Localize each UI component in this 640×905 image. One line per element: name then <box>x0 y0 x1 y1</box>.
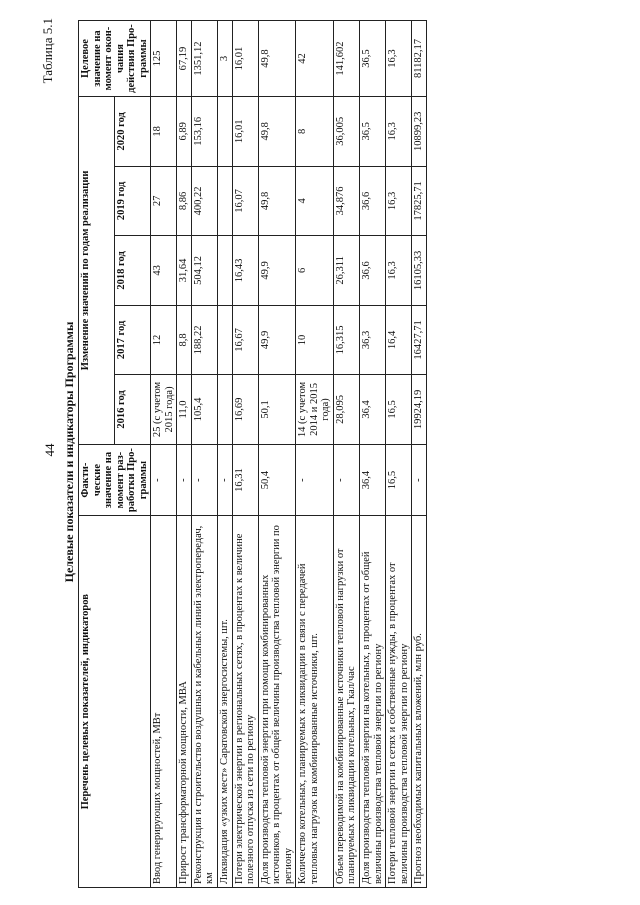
table-row <box>258 21 296 888</box>
cell-actual: 16,31 <box>232 444 258 516</box>
cell-2018: 16105,33 <box>412 236 427 306</box>
cell-2016: 16,5 <box>386 375 412 445</box>
cell-2018: 26,311 <box>333 236 359 306</box>
cell-2019: 34,876 <box>333 166 359 236</box>
header-group: Изменение значений по годам реализации <box>79 97 115 445</box>
table-row <box>151 21 177 888</box>
cell-2020 <box>218 97 233 167</box>
cell-2018: 31,64 <box>177 236 192 306</box>
cell-2018: 6 <box>296 236 334 306</box>
cell-2020: 6,89 <box>177 97 192 167</box>
cell-actual: - <box>191 444 217 516</box>
header-2019: 2019 год <box>115 166 151 236</box>
cell-2019 <box>218 166 233 236</box>
cell-target: 49,8 <box>258 21 296 97</box>
cell-target: 16,3 <box>386 21 412 97</box>
table-row <box>360 21 386 888</box>
header-row <box>79 21 115 888</box>
cell-2016: 36,4 <box>360 375 386 445</box>
cell-2020: 153,16 <box>191 97 217 167</box>
cell-target: 125 <box>151 21 177 97</box>
cell-target: 16,01 <box>232 21 258 97</box>
cell-actual: 16,5 <box>386 444 412 516</box>
cell-2019: 400,22 <box>191 166 217 236</box>
cell-2017: 16,67 <box>232 305 258 375</box>
cell-2020: 10899,23 <box>412 97 427 167</box>
row-name: Ликвидация «узких мест» Саратовской энергосистемы, шт. <box>218 516 233 888</box>
row-name: Прирост трансформаторной мощности, МВА <box>177 516 192 888</box>
table-label: Таблица 5.1 <box>40 18 55 84</box>
cell-2019: 36,6 <box>360 166 386 236</box>
cell-target: 3 <box>218 21 233 97</box>
cell-2018: 49,9 <box>258 236 296 306</box>
cell-target: 81182,17 <box>412 21 427 97</box>
row-name: Потери тепловой энергии в сетях и собственные нужды, в процентах от величины производства тепловой энергии по региону <box>386 516 412 888</box>
header-actual: Факти-ческие значение на момент раз-работки Про-граммы <box>79 444 151 516</box>
row-name: Доля производства тепловой энергии на котельных, в процентах от общей величины производства тепловой энергии по региону <box>360 516 386 888</box>
cell-2017: 36,3 <box>360 305 386 375</box>
header-2016: 2016 год <box>115 375 151 445</box>
cell-2020: 36,005 <box>333 97 359 167</box>
header-2017: 2017 год <box>115 305 151 375</box>
header-2018: 2018 год <box>115 236 151 306</box>
cell-2019: 16,07 <box>232 166 258 236</box>
header-target: Целевое значение на момент окон-чания действия Про-граммы <box>79 21 151 97</box>
cell-target: 42 <box>296 21 334 97</box>
cell-2018 <box>218 236 233 306</box>
table-row <box>333 21 359 888</box>
cell-2016 <box>218 375 233 445</box>
cell-2017: 188,22 <box>191 305 217 375</box>
page-number: 44 <box>42 443 57 457</box>
cell-actual: - <box>218 444 233 516</box>
cell-target: 67,19 <box>177 21 192 97</box>
cell-2017: 12 <box>151 305 177 375</box>
cell-2018: 36,6 <box>360 236 386 306</box>
cell-actual: - <box>412 444 427 516</box>
cell-2020: 18 <box>151 97 177 167</box>
cell-2017 <box>218 305 233 375</box>
header-name: Перечень целевых показателей, индикаторов <box>79 516 151 888</box>
cell-actual: - <box>151 444 177 516</box>
cell-2020: 16,3 <box>386 97 412 167</box>
cell-2016: 50,1 <box>258 375 296 445</box>
cell-2020: 16,01 <box>232 97 258 167</box>
cell-actual: - <box>296 444 334 516</box>
row-name: Прогноз необходимых капитальных вложений, млн руб. <box>412 516 427 888</box>
table-row <box>386 21 412 888</box>
indicators-table <box>78 20 427 888</box>
cell-2019: 8,86 <box>177 166 192 236</box>
cell-2020: 8 <box>296 97 334 167</box>
row-name: Количество котельных, планируемых к ликвидации в связи с передачей тепловых нагрузок на комбинированные источники, шт. <box>296 516 334 888</box>
cell-2020: 49,8 <box>258 97 296 167</box>
cell-2016: 14 (с учетом 2014 и 2015 года) <box>296 375 334 445</box>
cell-2017: 16,315 <box>333 305 359 375</box>
cell-2017: 16,4 <box>386 305 412 375</box>
cell-2018: 43 <box>151 236 177 306</box>
cell-target: 36,5 <box>360 21 386 97</box>
header-2020: 2020 год <box>115 97 151 167</box>
cell-2016: 25 (с учетом 2015 года) <box>151 375 177 445</box>
cell-2019: 17825,71 <box>412 166 427 236</box>
cell-2016: 16,69 <box>232 375 258 445</box>
cell-2017: 16427,71 <box>412 305 427 375</box>
cell-2016: 19924,19 <box>412 375 427 445</box>
cell-2018: 16,3 <box>386 236 412 306</box>
table-heading: Целевые показатели и индикаторы Программы <box>62 321 76 583</box>
cell-target: 141,602 <box>333 21 359 97</box>
table-row <box>232 21 258 888</box>
cell-2019: 27 <box>151 166 177 236</box>
cell-2017: 49,9 <box>258 305 296 375</box>
cell-2016: 28,095 <box>333 375 359 445</box>
cell-actual: - <box>177 444 192 516</box>
cell-actual: 36,4 <box>360 444 386 516</box>
row-name: Доля производства тепловой энергии при помощи комбинированных источников, в процентах от общей величины производства тепловой энергии по региону <box>258 516 296 888</box>
cell-2019: 4 <box>296 166 334 236</box>
table-row <box>296 21 334 888</box>
cell-2020: 36,5 <box>360 97 386 167</box>
cell-2018: 16,43 <box>232 236 258 306</box>
table-row <box>218 21 233 888</box>
cell-actual: - <box>333 444 359 516</box>
cell-2017: 10 <box>296 305 334 375</box>
cell-2018: 504,12 <box>191 236 217 306</box>
rotated-page-content <box>40 12 600 892</box>
cell-2019: 49,8 <box>258 166 296 236</box>
row-name: Ввод генерирующих мощностей, МВт <box>151 516 177 888</box>
cell-2017: 8,8 <box>177 305 192 375</box>
row-name: Потери электрической энергии в региональных сетях, в процентах к величине полезного отпуска из сети по региону <box>232 516 258 888</box>
cell-2019: 16,3 <box>386 166 412 236</box>
row-name: Реконструкция и строительство воздушных и кабельных линий электропередач, км <box>191 516 217 888</box>
table-row <box>191 21 217 888</box>
cell-2016: 105,4 <box>191 375 217 445</box>
table-row <box>412 21 427 888</box>
cell-target: 1351,12 <box>191 21 217 97</box>
table-row <box>177 21 192 888</box>
cell-2016: 11,0 <box>177 375 192 445</box>
row-name: Объем переводимой на комбинированные источники тепловой нагрузки от планируемых к ликвидации котельных, Гкал/час <box>333 516 359 888</box>
cell-actual: 50,4 <box>258 444 296 516</box>
